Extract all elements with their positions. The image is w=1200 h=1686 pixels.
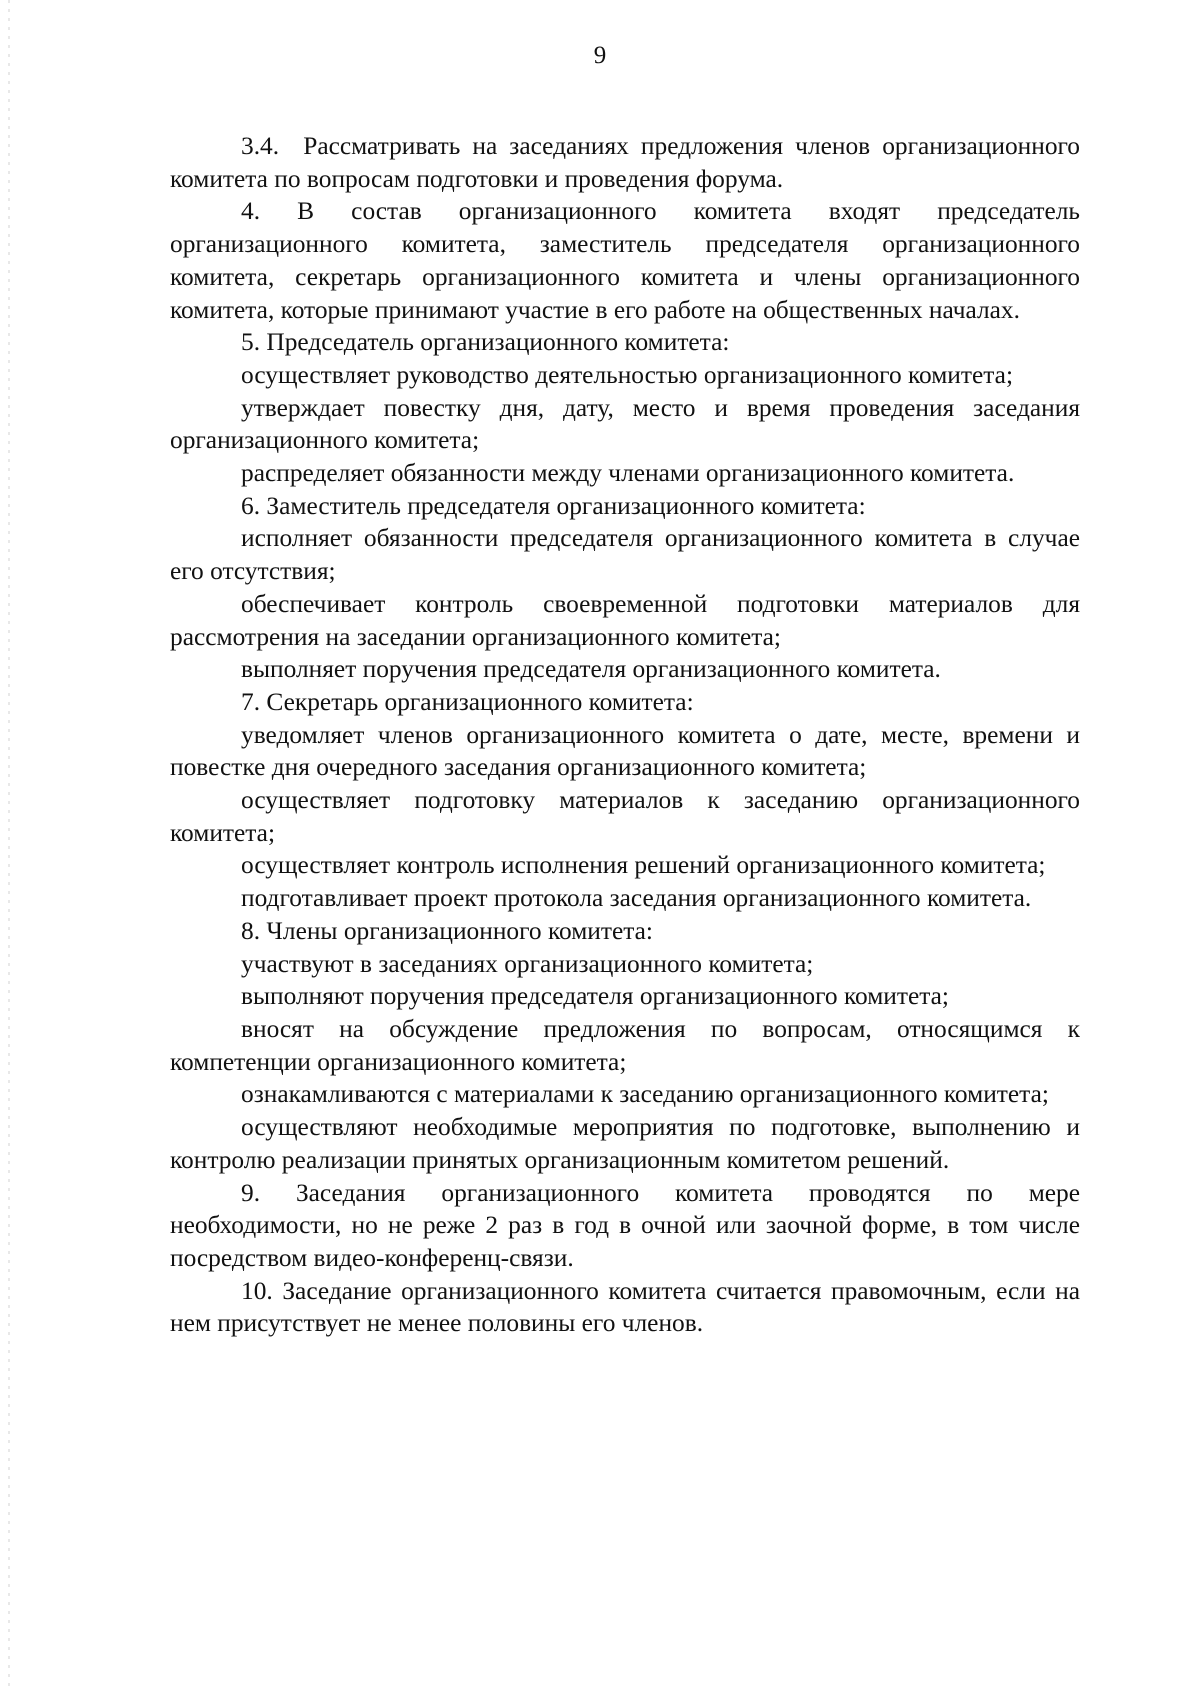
- paragraph-7-item: подготавливает проект протокола заседания организационного комитета.: [241, 884, 1032, 913]
- paragraph-6-item: обеспечивает контроль своевременной подготовки материалов для рассмотрения на заседании организационного комитета;: [170, 589, 1080, 651]
- paragraph-8-item: ознакамливаются с материалами к заседанию организационного комитета;: [241, 1080, 1049, 1109]
- paragraph-5-item: утверждает повестку дня, дату, место и время проведения заседания организационного комитета;: [170, 393, 1080, 455]
- paragraph-6-item: исполняет обязанности председателя организационного комитета в случае его отсутствия;: [170, 524, 1080, 586]
- paragraph-7-item: осуществляет контроль исполнения решений организационного комитета;: [241, 851, 1046, 880]
- paragraph-4: 4. В состав организационного комитета входят председатель организационного комитета, заместитель председателя организационного комитета, секретарь организационного комитета и члены организационного комитета, которые принимают участие в его работе на общественных началах.: [170, 197, 1080, 324]
- paragraph-6-heading: 6. Заместитель председателя организационного комитета:: [241, 491, 866, 520]
- paragraph-5-heading: 5. Председатель организационного комитета:: [241, 328, 730, 357]
- document-body: [170, 130, 1080, 1340]
- paragraph-9: 9. Заседания организационного комитета проводятся по мере необходимости, но не реже 2 раз в год в очной или заочной форме, в том числе посредством видео-конференц-связи.: [170, 1178, 1080, 1272]
- paragraph-10: 10. Заседание организационного комитета считается правомочным, если на нем присутствует не менее половины его членов.: [170, 1276, 1080, 1338]
- paragraph-7-heading: 7. Секретарь организационного комитета:: [241, 687, 694, 716]
- paragraph-5-item: осуществляет руководство деятельностью организационного комитета;: [241, 360, 1013, 389]
- page-number: 9: [593, 42, 607, 69]
- paragraph-8-heading: 8. Члены организационного комитета:: [241, 916, 653, 945]
- paragraph-8-item: вносят на обсуждение предложения по вопросам, относящимся к компетенции организационного комитета;: [170, 1014, 1080, 1076]
- paragraph-8-item: выполняют поручения председателя организационного комитета;: [241, 982, 949, 1011]
- paragraph-8-item: осуществляют необходимые мероприятия по подготовке, выполнению и контролю реализации принятых организационным комитетом решений.: [170, 1113, 1080, 1174]
- scan-edge: [8, 0, 10, 1686]
- paragraph-7-item: уведомляет членов организационного комитета о дате, месте, времени и повестке дня очередного заседания организационного комитета;: [170, 720, 1080, 782]
- paragraph-6-item: выполняет поручения председателя организационного комитета.: [241, 655, 941, 684]
- paragraph-5-item: распределяет обязанности между членами организационного комитета.: [241, 459, 1015, 488]
- paragraph-3-4: 3.4. Рассматривать на заседаниях предложения членов организационного комитета по вопросам подготовки и проведения форума.: [170, 132, 1080, 193]
- paragraph-8-item: участвуют в заседаниях организационного комитета;: [241, 949, 814, 978]
- paragraph-7-item: осуществляет подготовку материалов к заседанию организационного комитета;: [170, 786, 1080, 847]
